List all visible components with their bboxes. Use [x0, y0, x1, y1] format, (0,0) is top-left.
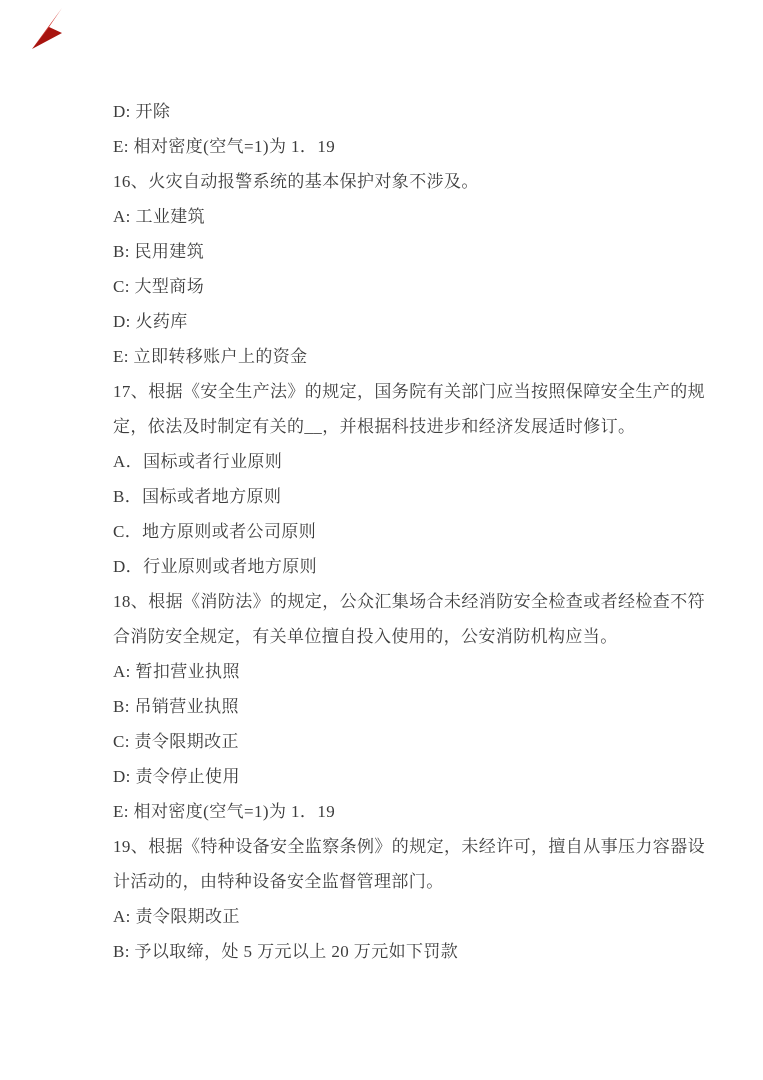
text-line-12: B．国标或者地方原则 — [113, 487, 282, 506]
text-line-13: C．地方原则或者公司原则 — [113, 522, 317, 541]
text-line-23: 计活动的，由特种设备安全监督管理部门。 — [113, 872, 444, 891]
text-line-8: E: 立即转移账户上的资金 — [113, 347, 308, 366]
text-line-25: B: 予以取缔，处 5 万元以上 20 万元如下罚款 — [113, 942, 459, 961]
text-line-21: E: 相对密度(空气=1)为 1．19 — [113, 802, 336, 821]
red-paper-plane-icon — [27, 6, 64, 51]
text-line-3: 16、火灾自动报警系统的基本保护对象不涉及。 — [113, 172, 479, 191]
text-line-11: A．国标或者行业原则 — [113, 452, 283, 471]
text-line-20: D: 责令停止使用 — [113, 767, 240, 786]
text-line-6: C: 大型商场 — [113, 277, 205, 296]
text-line-9: 17、根据《安全生产法》的规定，国务院有关部门应当按照保障安全生产的规 — [113, 382, 705, 401]
document-text — [113, 94, 705, 969]
text-line-17: A: 暂扣营业执照 — [113, 662, 240, 681]
text-line-24: A: 责令限期改正 — [113, 907, 240, 926]
text-line-19: C: 责令限期改正 — [113, 732, 239, 751]
text-line-15: 18、根据《消防法》的规定，公众汇集场合未经消防安全检查或者经检查不符 — [113, 592, 705, 611]
text-line-14: D．行业原则或者地方原则 — [113, 557, 318, 576]
text-line-18: B: 吊销营业执照 — [113, 697, 239, 716]
text-line-5: B: 民用建筑 — [113, 242, 205, 261]
text-line-10: 定，依法及时制定有关的__，并根据科技进步和经济发展适时修订。 — [113, 417, 636, 436]
text-line-4: A: 工业建筑 — [113, 207, 206, 226]
text-line-7: D: 火药库 — [113, 312, 188, 331]
text-line-22: 19、根据《特种设备安全监察条例》的规定，未经许可，擅自从事压力容器设 — [113, 837, 705, 856]
text-line-16: 合消防安全规定，有关单位擅自投入使用的，公安消防机构应当。 — [113, 627, 618, 646]
text-line-1: D: 开除 — [113, 102, 171, 121]
text-line-2: E: 相对密度(空气=1)为 1．19 — [113, 137, 336, 156]
